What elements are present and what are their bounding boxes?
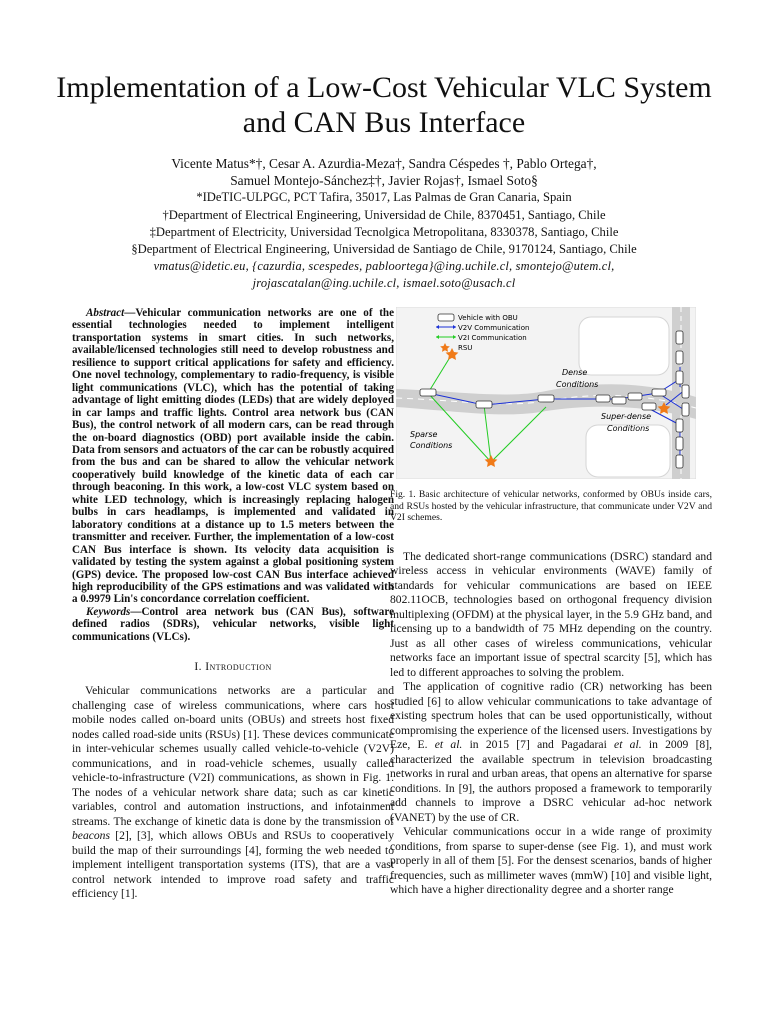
abstract — [72, 307, 394, 606]
label-dense: Dense — [562, 368, 588, 377]
city-block-top — [579, 317, 669, 375]
section-heading-introduction: I. Introduction — [194, 660, 272, 674]
intro-p1-emphasis: beacons — [72, 829, 110, 843]
authors-line-1: Vicente Matus*†, Cesar A. Azurdia-Meza†, Sandra Céspedes †, Pablo Ortega†, — [171, 156, 597, 171]
figure-1-caption: Fig. 1. Basic architecture of vehicular networks, conformed by OBUs inside cars, and RSUs hosted by the vehicular infrastructure, that communicate under V2V and V2I schemes. — [390, 489, 712, 523]
right-p2-part-c: in 2009 [8], characterized the available spectrum in television broadcasting networks in rural and urban areas, that opens an alternative for sparse conditions. In [9], the authors proposed a framework to temporarily add channels to improve a DSRC vehicular ad-hoc network (VANET) by the use of CR. — [390, 738, 712, 824]
right-p2-etal-1: et al. — [434, 738, 463, 751]
affiliation-2: †Department of Electrical Engineering, Universidad de Chile, 8370451, Santiago, Chile — [162, 207, 606, 222]
label-superdense: Super-dense — [601, 412, 652, 421]
legend-v2v-label: V2V Communication — [458, 324, 530, 332]
label-dense-conditions: Conditions — [556, 380, 599, 389]
authors-line-2: Samuel Montejo-Sánchez‡†, Javier Rojas†, Ismael Soto§ — [230, 173, 538, 189]
vehicle-obu — [476, 401, 492, 408]
abstract-text: —Vehicular communication networks are one of the essential technologies needed to implement intelligent transportation systems in smart cities. In such networks, available/licensed technologies still need to develop robustness and resilience to support critical applications for safety and efficiency. One novel technology, complementary to radio-frequency, is visible light communications (VLC), which has the potential of taking advantage of light emitting diodes (LEDs) that are widely deployed in car lamps and traffic lights. Control area network bus (CAN Bus), the control network of all modern cars, can be read through the on-board diagnostics (OBD) port available inside the cabin. Data from sensors and actuators of the car can be robustly acquired from the bus and can be shared to allow the vehicular network cooperatively build knowledge of the kinetic data of each car through beaconing. In this work, a low-cost VLC system based on white LED technology, which is increasingly replacing halogen bulbs in cars headlamps, is implemented and validated in laboratory conditions at a distance up to 1.5 meters between the transmitter and receiver. Further, the implementation of a low-cost CAN Bus interface is shown. Its velocity data acquisition is validated by testing the system against a global positioning system (GPS) device. The proposed low-cost CAN Bus interface achieved high reproducibility of the GPS estimations and was validated with a 0.9979 Lin's concordance correlation coefficient. — [72, 307, 394, 606]
label-sparse-conditions: Conditions — [410, 441, 453, 450]
vehicular-network-diagram — [396, 307, 696, 479]
emails-line-1: vmatus@idetic.eu, {cazurdia, scespedes, pabloortega}@ing.uchile.cl, smontejo@utem.cl, — [153, 259, 615, 274]
affiliation-4: §Department of Electrical Engineering, Universidad de Santiago de Chile, 9170124, Santiago, Chile — [131, 242, 637, 257]
vehicle-obu — [652, 389, 666, 396]
author-block — [60, 155, 708, 293]
keywords — [72, 606, 394, 643]
vehicle-obu — [596, 395, 610, 402]
right-p2-part-b: in 2015 [7] and Pagadarai — [462, 738, 615, 751]
vehicle-obu — [612, 397, 626, 404]
keywords-lead: Keywords — [86, 605, 131, 618]
vehicle-obu — [538, 395, 554, 402]
vehicle-obu — [628, 393, 642, 400]
right-column — [390, 307, 712, 898]
vehicle-obu — [676, 419, 683, 432]
right-paragraph-1: The dedicated short-range communications (DSRC) standard and wireless access in vehicular environments (WAVE) family of standards for vehicular communications are based on IEEE 802.11OCB, technologies based on orthogonal frequency division multiplexing (OFDM) at the physical layer, in the 5.9 GHz band, and licensing up to a bandwidth of 75 MHz depending on the country. Just as all other cases of wireless communications, vehicular networks face an important issue of spectral scarcity [5], which has led to different approaches to solving the problem. — [390, 549, 712, 679]
legend-rsu-label: RSU — [458, 344, 473, 352]
vehicle-obu — [420, 389, 436, 396]
label-sparse: Sparse — [410, 430, 438, 439]
vehicle-obu — [682, 403, 689, 416]
right-paragraph-2 — [390, 680, 712, 825]
intro-p1-part-a: Vehicular communications networks are a particular and challenging case of wireless communications, where cars host mobile nodes called on-board units (OBUs) and streets host fixed nodes called road-side units (RSUs) [1]. These devices communicate in inter-vehicular schemes usually called vehicle-to-vehicle (V2V) communications, and in road-vehicle schemes, usually called vehicle-to-infrastructure (V2I) communications, as shown in Fig. 1. The nodes of a vehicular network share data; such as car kinetic variables, control and automation instructions, and infotainment streams. The exchange of kinetic data is done by the transmission of — [72, 684, 394, 828]
vehicle-obu — [676, 371, 683, 384]
label-superdense-conditions: Conditions — [607, 424, 650, 433]
legend-v2i-label: V2I Communication — [458, 334, 527, 342]
left-column — [72, 307, 394, 902]
intro-paragraph-1 — [72, 684, 394, 902]
emails-line-2: jrojascatalan@ing.uchile.cl, ismael.soto@usach.cl — [252, 276, 516, 291]
right-paragraph-3: Vehicular communications occur in a wide range of proximity conditions, from sparse to super-dense (see Fig. 1), and must work properly in all of them [5]. For the densest scenarios, bands of higher frequencies, such as millimeter waves (mmW) [10] and visible light, which have a higher directionality degree and a shorter range — [390, 825, 712, 896]
vehicle-obu — [676, 455, 683, 468]
vehicle-obu — [676, 331, 683, 344]
vehicle-obu — [676, 351, 683, 364]
right-p2-part-a: The application of cognitive radio (CR) networking has been studied [6] to allow vehicular communications to take advantage of existing spectrum holes that can be used opportunistically, without compromising the experience of the licensed users. Investigations by Eze, E. — [390, 680, 712, 751]
vehicle-obu — [676, 437, 683, 450]
affiliation-1: *IDeTIC-ULPGC, PCT Tafira, 35017, Las Palmas de Gran Canaria, Spain — [196, 190, 572, 205]
vehicle-obu — [642, 403, 656, 410]
legend-vehicle-icon — [438, 314, 454, 321]
right-p2-etal-2: et al. — [614, 738, 642, 751]
affiliation-3: ‡Department of Electricity, Universidad Tecnolgica Metropolitana, 8330378, Santiago, Chile — [149, 224, 619, 239]
paper-title: Implementation of a Low-Cost Vehicular VLC System and CAN Bus Interface — [56, 71, 712, 139]
keywords-text: —Control area network bus (CAN Bus), software defined radios (SDRs), vehicular networks, visible light communications (VLCs). — [72, 605, 394, 643]
vehicle-obu — [682, 385, 689, 398]
intro-p1-part-b: [2], [3], which allows OBUs and RSUs to cooperatively build the map of their surroundings [4], forming the web needed to implement intelligent transportation systems (ITS), that are a vast control network intended to improve road safety and traffic efficiency [1]. — [72, 829, 394, 901]
legend-vehicle-label: Vehicle with OBU — [458, 314, 518, 322]
right-column-text — [390, 550, 712, 898]
figure-1 — [396, 307, 696, 479]
abstract-lead: Abstract — [86, 307, 125, 319]
